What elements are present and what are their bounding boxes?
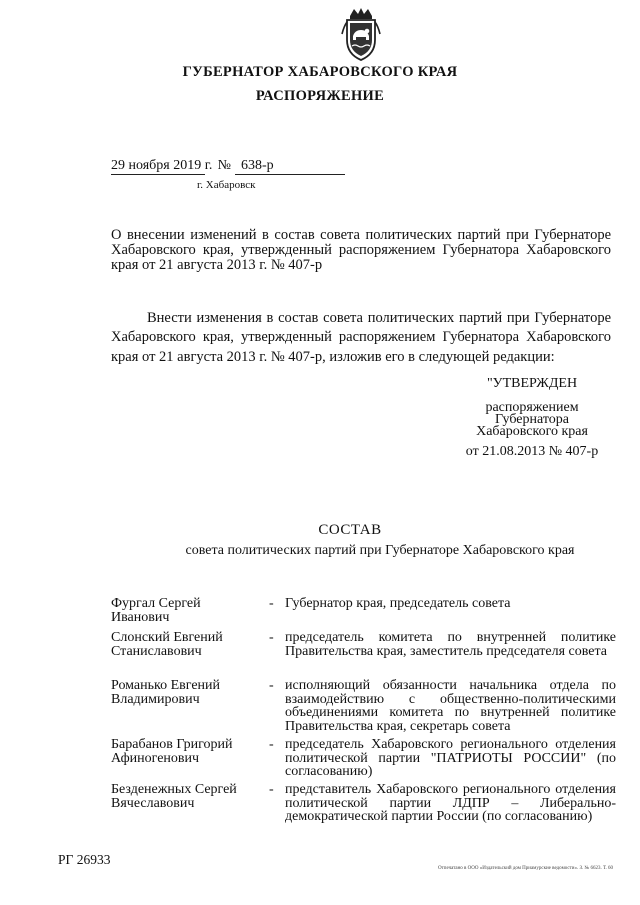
printer-note: Отпечатано в ООО «Издательский дом Приамурские ведомости». З. № 6623. Т. 60 [438, 866, 614, 871]
member-name: Романько Евгений Владимирович [111, 678, 221, 707]
member-position: председатель Хабаровского регионального отделения политической партии "ПАТРИОТЫ РОССИИ" (по согласованию) [285, 737, 616, 780]
member-position: исполняющий обязанности начальника отдела по взаимодействию с общественно-политическими объединениями комитета по внутренней политике Правительства края, секретарь совета [285, 678, 616, 734]
body-paragraph: Внести изменения в состав совета политических партий при Губернаторе Хабаровского края, утвержденный распоряжением Губернатора Хабаровского края от 21 августа 2013 г. № 407-р, изложив его в следующей редакции: [111, 310, 611, 365]
dash-separator: - [269, 737, 274, 752]
document-number: 638-р [235, 158, 345, 175]
city: г. Хабаровск [197, 179, 256, 191]
composition-subtitle: совета политических партий при Губернаторе Хабаровского края [185, 543, 575, 558]
composition-title: СОСТАВ [318, 522, 382, 538]
member-name: Слонский Евгений Станиславович [111, 630, 223, 659]
member-position: председатель комитета по внутренней политике Правительства края, заместитель председателя совета [285, 630, 616, 659]
dash-separator: - [269, 630, 274, 645]
issuing-authority: ГУБЕРНАТОР ХАБАРОВСКОГО КРАЯ [182, 64, 458, 80]
registration-number: РГ 26933 [58, 852, 111, 867]
member-position: представитель Хабаровского регионального отделения политической партии ЛДПР – Либерально-демократической партии России (по согласованию) [285, 782, 616, 825]
date-number-line [111, 158, 345, 175]
approval-line: Хабаровского края [476, 424, 588, 439]
approval-title: "УТВЕРЖДЕН [486, 376, 578, 391]
dash-separator: - [269, 678, 274, 693]
member-position: Губернатор края, председатель совета [285, 596, 511, 611]
member-name: Барабанов Григорий Афиногенович [111, 737, 233, 766]
member-name: Безденежных Сергей Вячеславович [111, 782, 237, 811]
dash-separator: - [269, 782, 274, 797]
number-label: № [217, 158, 231, 173]
document-type: РАСПОРЯЖЕНИЕ [255, 88, 385, 104]
document-subject: О внесении изменений в состав совета политических партий при Губернаторе Хабаровского края, утвержденный распоряжением Губернатора Хабаровского края от 21 августа 2013 г. № 407-р [111, 227, 611, 273]
dash-separator: - [269, 596, 274, 611]
approval-line: распоряжением [485, 400, 579, 415]
member-name: Фургал Сергей Иванович [111, 596, 201, 625]
document-date: 29 ноября 2019 г. [111, 158, 213, 173]
approval-reference: от 21.08.2013 № 407-р [465, 444, 599, 459]
coat-of-arms-icon [340, 6, 382, 62]
approval-line: Губернатора [494, 412, 570, 427]
